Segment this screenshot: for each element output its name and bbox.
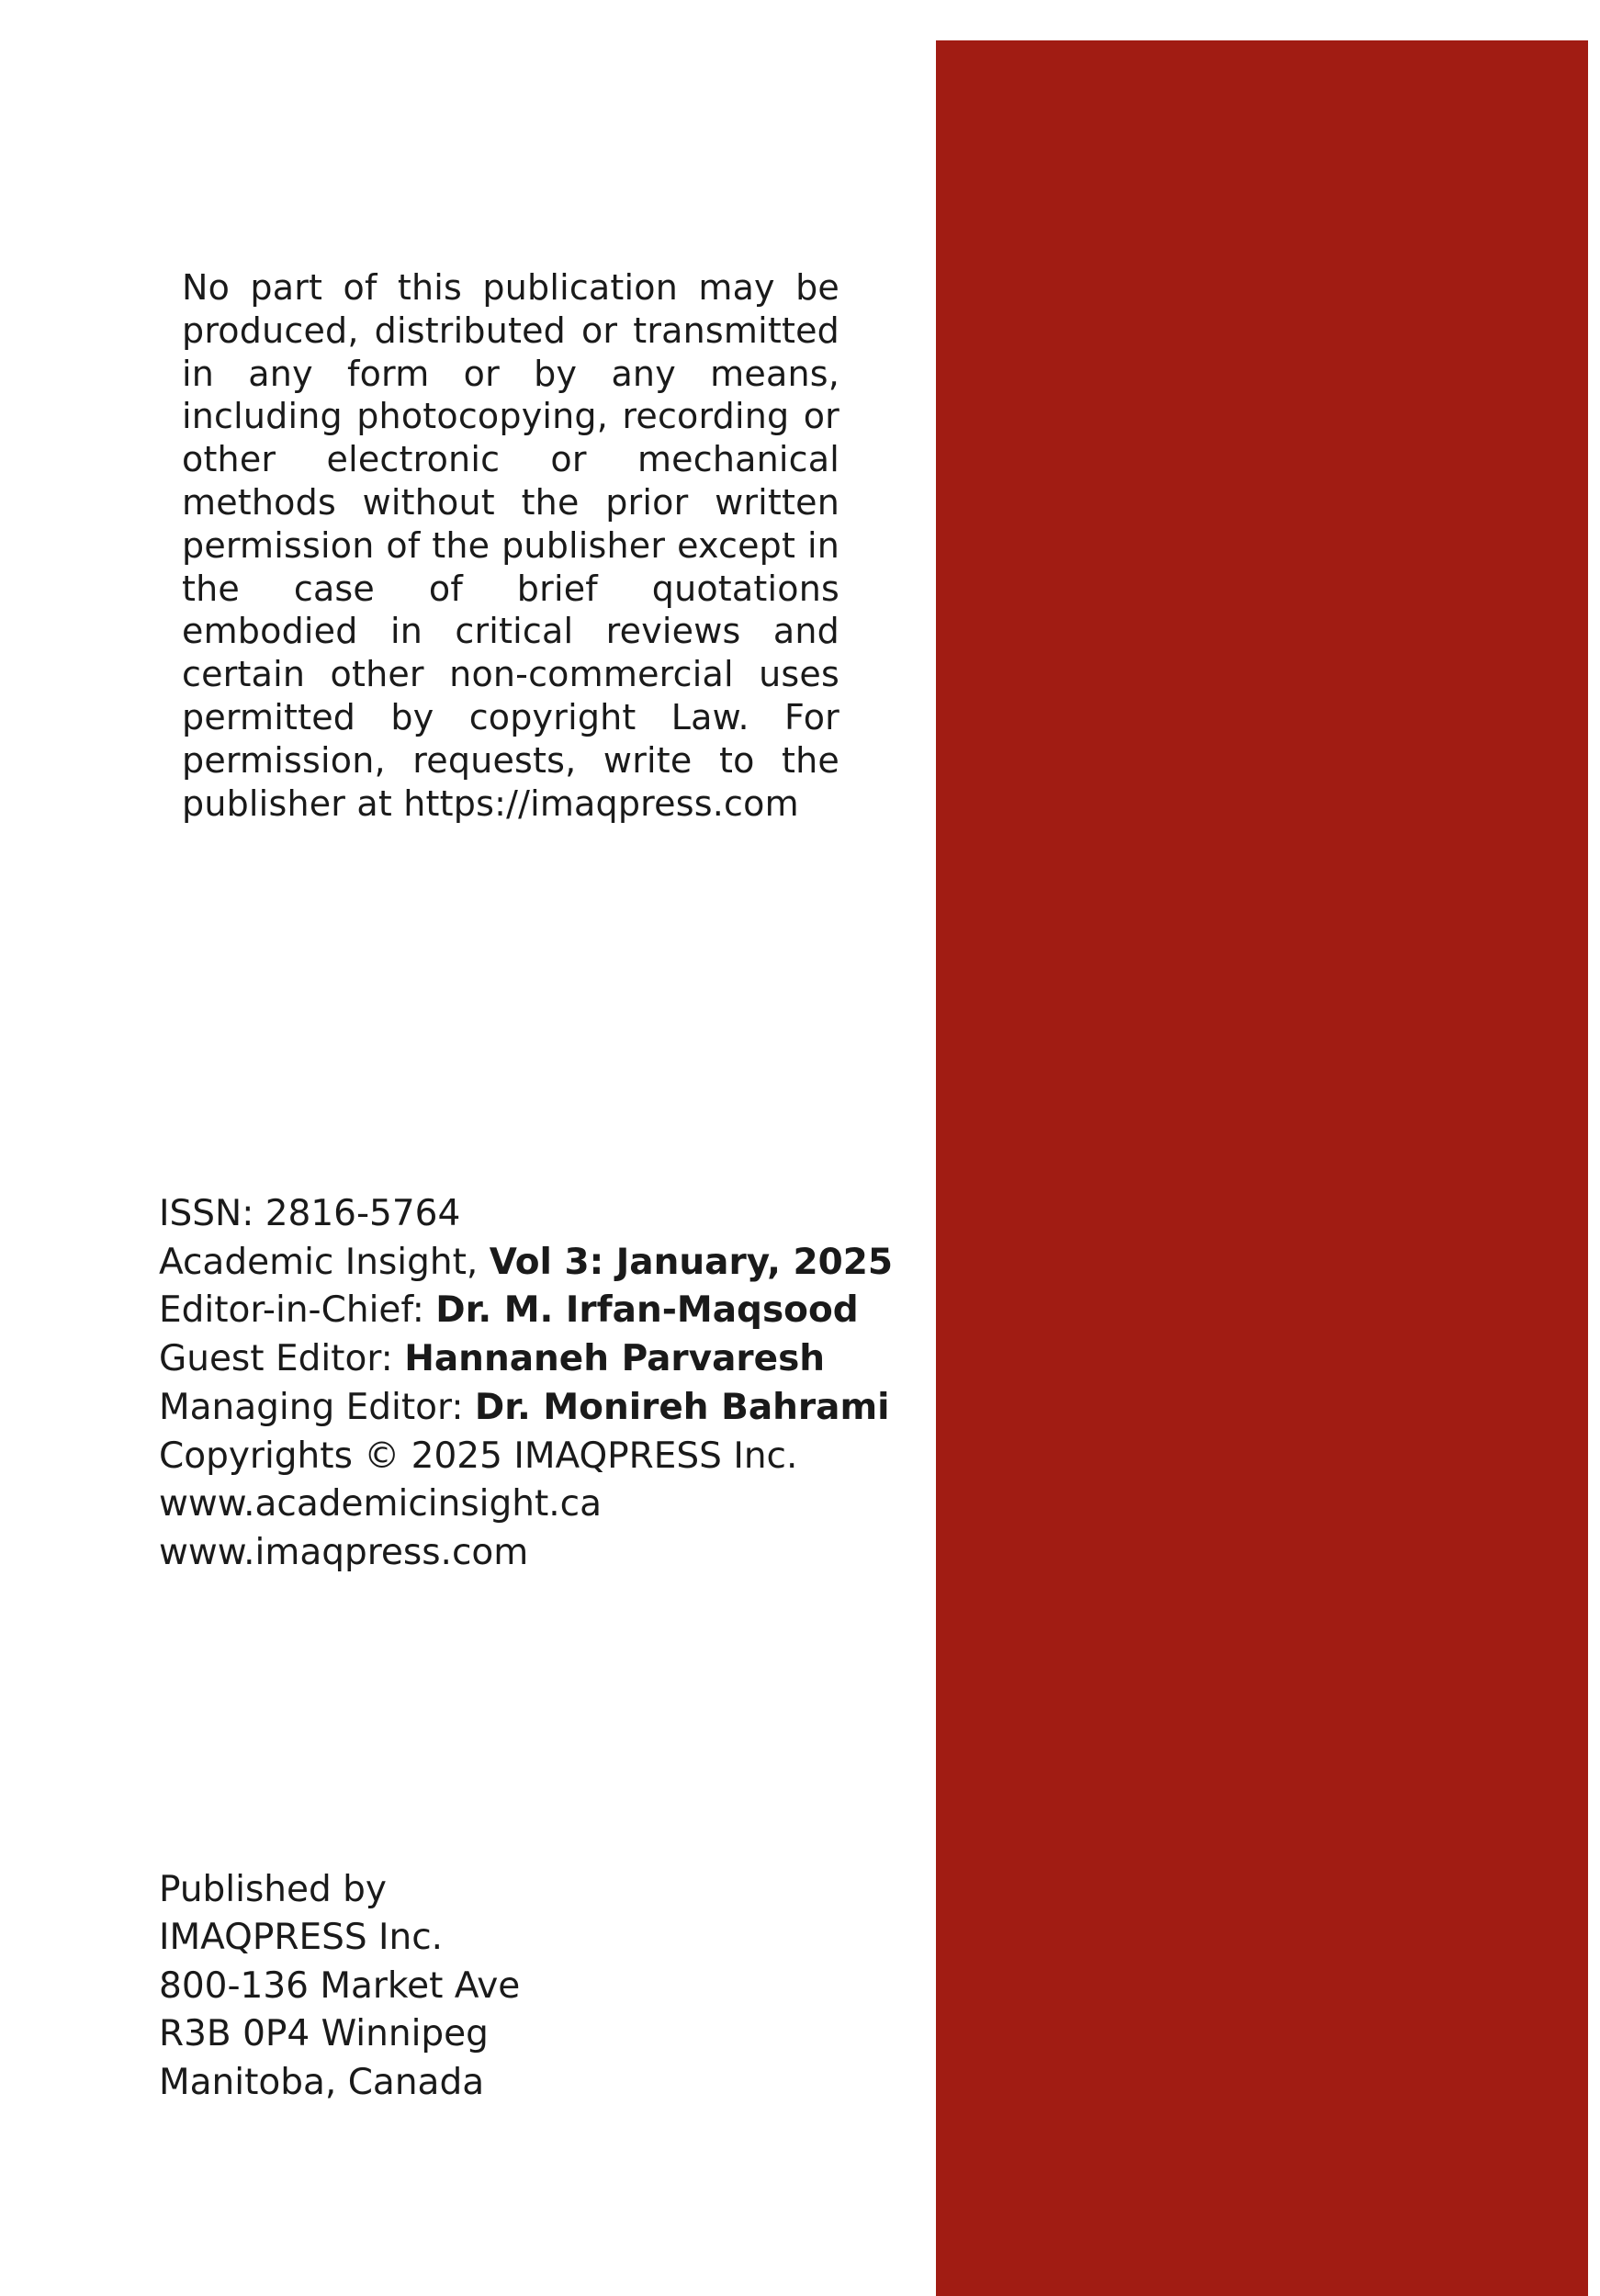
journal-issue: Vol 3: January, 2025 (489, 1241, 894, 1283)
guest-editor-label: Guest Editor: (159, 1338, 405, 1380)
published-by-line: Published by (159, 1869, 387, 1910)
copyright-notice: No part of this publication may be produced, distributed or transmitted in any form or by any means, including photocopying, recording or other electronic or mechanical methods without the prior written permission of the publisher except in the case of brief quotations embodied in critical reviews and certain other non-commercial uses permitted by copyright Law. For permission, requests, write to the publisher at https://imaqpress.com (182, 267, 839, 824)
guest-editor-line (159, 1335, 875, 1384)
issn-line: ISSN: 2816-5764 (159, 1193, 461, 1234)
red-side-band (936, 40, 1588, 2296)
postal-city-line: R3B 0P4 Winnipeg (159, 2013, 489, 2055)
managing-editor-label: Managing Editor: (159, 1386, 475, 1428)
copyright-line: Copyrights © 2025 IMAQPRESS Inc. (159, 1435, 798, 1477)
publisher-website: www.imaqpress.com (159, 1531, 529, 1573)
province-country-line: Manitoba, Canada (159, 2061, 485, 2103)
managing-editor-line (159, 1384, 890, 1433)
guest-editor-name: Hannaneh Parvaresh (404, 1338, 826, 1380)
publisher-name-line: IMAQPRESS Inc. (159, 1917, 444, 1959)
editor-in-chief-name: Dr. M. Irfan-Maqsood (435, 1289, 859, 1332)
managing-editor-name: Dr. Monireh Bahrami (474, 1386, 890, 1428)
street-address-line: 800-136 Market Ave (159, 1964, 521, 2007)
editor-in-chief-line (159, 1287, 875, 1335)
journal-info-block (159, 1190, 894, 1578)
journal-website: www.academicinsight.ca (159, 1483, 602, 1525)
publisher-address-block (159, 1866, 802, 2107)
journal-label: Academic Insight, (159, 1241, 490, 1283)
editor-in-chief-label: Editor-in-Chief: (159, 1289, 436, 1332)
journal-line (159, 1239, 894, 1288)
